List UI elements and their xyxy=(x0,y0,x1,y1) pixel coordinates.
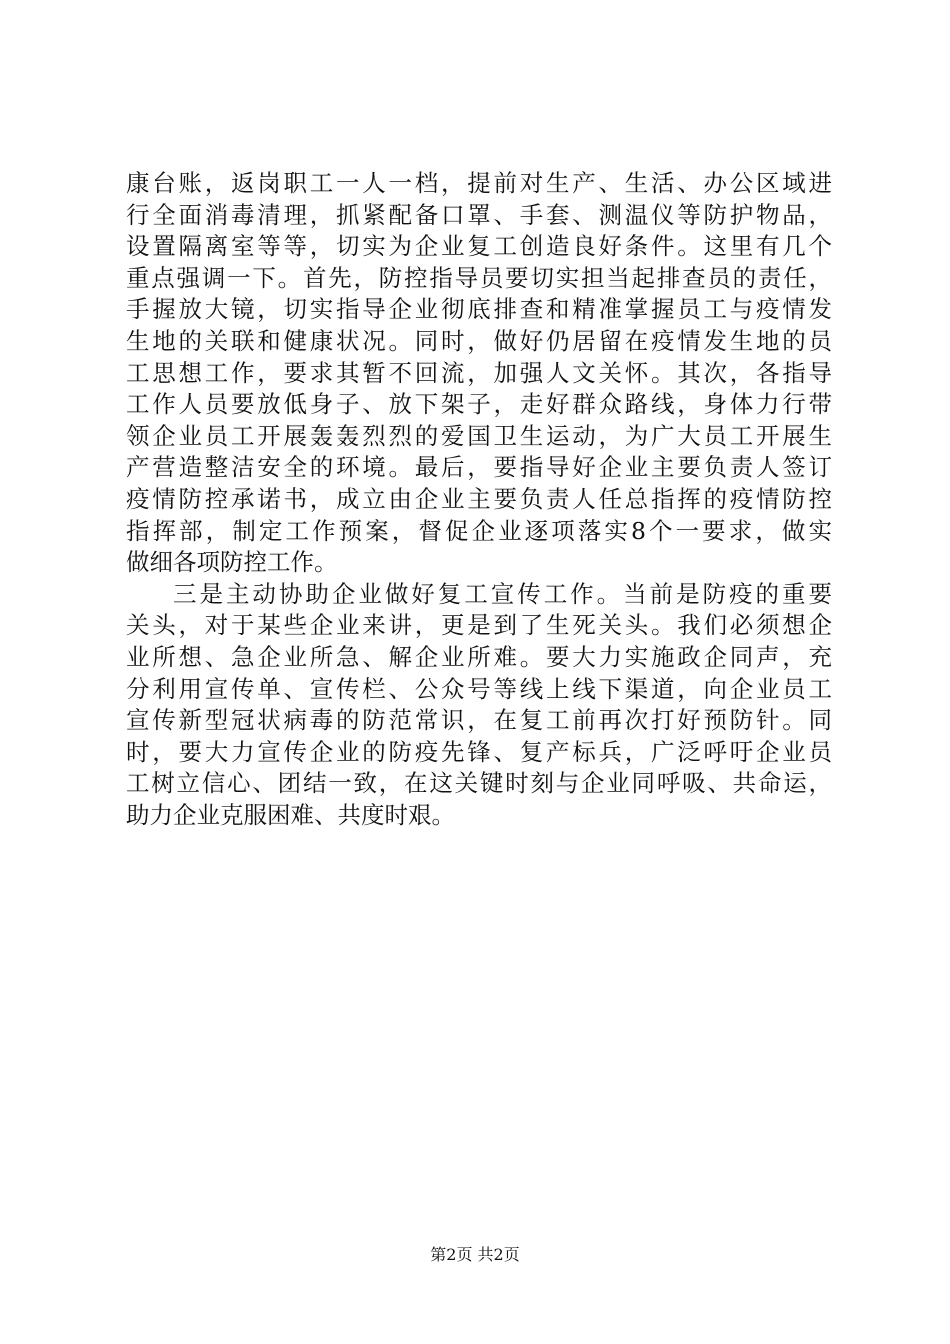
body-text xyxy=(126,168,832,831)
text-line: 工思想工作，要求其暂不回流，加强人文关怀。其次，各指导 xyxy=(126,358,832,387)
paragraph-1 xyxy=(126,168,832,579)
text-line: 业所想、急企业所急、解企业所难。要大力实施政企同声，充 xyxy=(126,642,832,671)
text-line: 工作人员要放低身子、放下架子，走好群众路线，身体力行带 xyxy=(126,390,832,419)
text-line: 手握放大镜，切实指导企业彻底排查和精准掌握员工与疫情发 xyxy=(126,295,832,324)
text-line: 指挥部，制定工作预案，督促企业逐项落实8个一要求，做实 xyxy=(126,516,832,545)
text-line: 助力企业克服困难、共度时艰。 xyxy=(126,800,455,829)
text-line: 产营造整洁安全的环境。最后，要指导好企业主要负责人签订 xyxy=(126,453,832,482)
page-number-label: 第2页 共2页 xyxy=(430,1245,520,1264)
page-footer xyxy=(0,1244,950,1266)
text-line: 分利用宣传单、宣传栏、公众号等线上线下渠道，向企业员工 xyxy=(126,674,832,703)
text-line: 工树立信心、团结一致，在这关键时刻与企业同呼吸、共命运， xyxy=(126,769,832,798)
text-line: 生地的关联和健康状况。同时，做好仍居留在疫情发生地的员 xyxy=(126,326,832,355)
text-line: 设置隔离室等等，切实为企业复工创造良好条件。这里有几个 xyxy=(126,232,832,261)
text-line: 疫情防控承诺书，成立由企业主要负责人任总指挥的疫情防控 xyxy=(126,484,832,513)
paragraph-2 xyxy=(126,579,832,832)
text-line: 重点强调一下。首先，防控指导员要切实担当起排查员的责任， xyxy=(126,263,832,292)
text-line: 三是主动协助企业做好复工宣传工作。当前是防疫的重要 xyxy=(173,579,832,608)
text-line: 关头，对于某些企业来讲，更是到了生死关头。我们必须想企 xyxy=(126,611,832,640)
text-line: 领企业员工开展轰轰烈烈的爱国卫生运动，为广大员工开展生 xyxy=(126,421,832,450)
text-line: 做细各项防控工作。 xyxy=(126,548,338,577)
text-line: 时，要大力宣传企业的防疫先锋、复产标兵，广泛呼吁企业员 xyxy=(126,737,832,766)
text-line: 康台账，返岗职工一人一档，提前对生产、生活、办公区域进 xyxy=(126,169,832,197)
text-line: 行全面消毒清理，抓紧配备口罩、手套、测温仪等防护物品， xyxy=(126,200,832,229)
text-line: 宣传新型冠状病毒的防范常识，在复工前再次打好预防针。同 xyxy=(126,706,832,735)
